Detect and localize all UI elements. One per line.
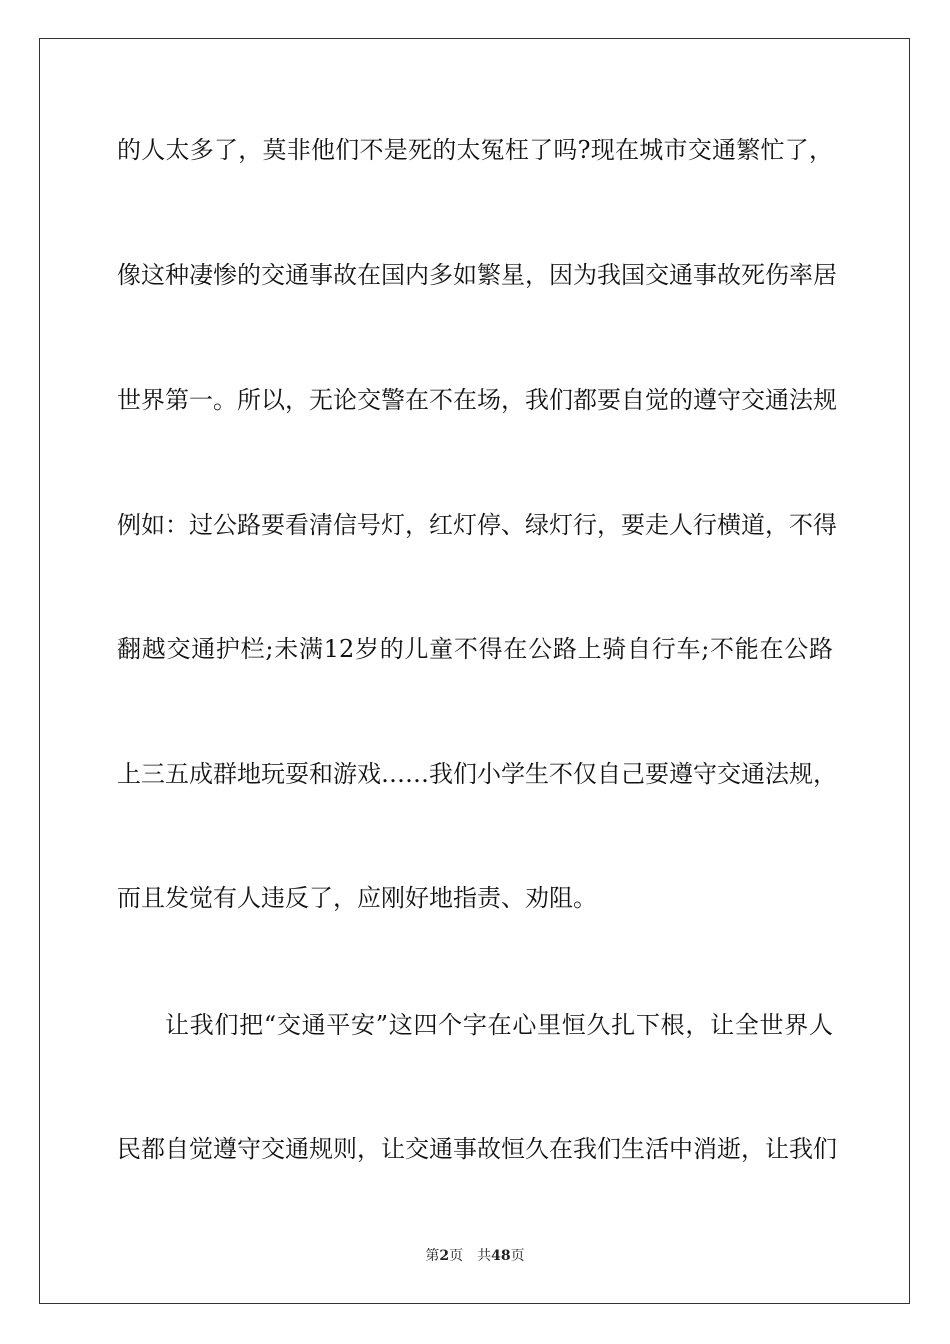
- footer-page-suffix: 页: [449, 1248, 464, 1264]
- body-line-7: 而且发觉有人违反了，应刚好地指责、劝阻。: [117, 884, 597, 912]
- body-line-4: 例如：过公路要看清信号灯，红灯停、绿灯行，要走人行横道，不得: [117, 511, 837, 539]
- body-line-6: 上三五成群地玩耍和游戏……我们小学生不仅自己要遵守交通法规，: [117, 760, 837, 788]
- footer-total-suffix: 页: [510, 1248, 525, 1264]
- body-line-1: 的人太多了，莫非他们不是死的太冤枉了吗?现在城市交通繁忙了，: [117, 136, 833, 164]
- page-footer: [0, 1247, 950, 1265]
- footer-page-prefix: 第: [425, 1248, 440, 1264]
- body-line-3: 世界第一。所以，无论交警在不在场，我们都要自觉的遵守交通法规: [117, 386, 837, 414]
- body-line-8: 让我们把“交通平安”这四个字在心里恒久扎下根，让全世界人: [165, 1011, 833, 1039]
- body-line-5: 翻越交通护栏;未满12岁的儿童不得在公路上骑自行车;不能在公路: [117, 635, 833, 663]
- footer-total-prefix: 共: [477, 1248, 492, 1264]
- footer-total-pages: 48: [491, 1248, 511, 1264]
- body-line-9: 民都自觉遵守交通规则，让交通事故恒久在我们生活中消逝，让我们: [117, 1135, 837, 1163]
- page-border: [39, 38, 910, 1304]
- footer-page-number: 2: [439, 1248, 450, 1264]
- body-line-2: 像这种凄惨的交通事故在国内多如繁星，因为我国交通事故死伤率居: [117, 261, 837, 289]
